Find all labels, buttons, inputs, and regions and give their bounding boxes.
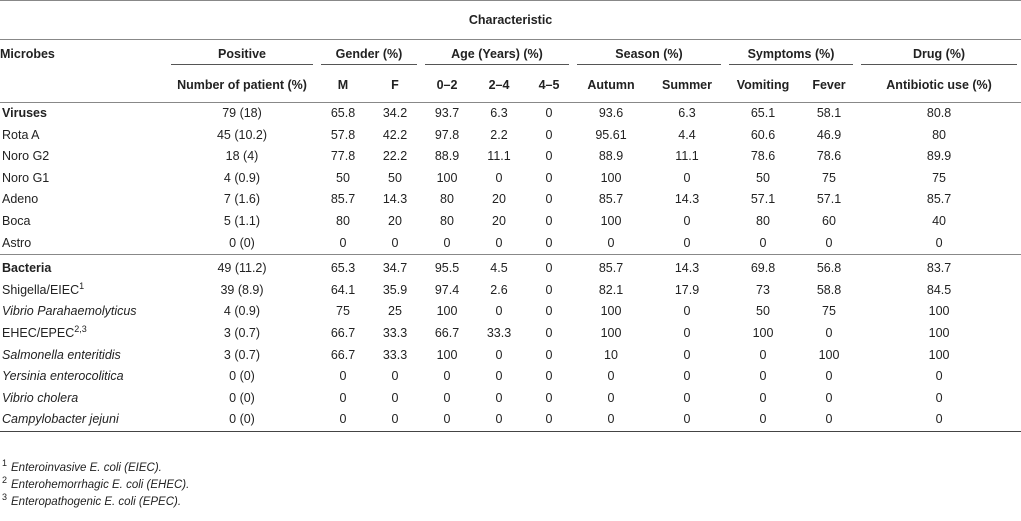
table-cell: 4.4 [678,127,696,142]
table-cell: 33.3 [382,325,408,340]
table-row [0,409,1021,431]
table-row [0,189,1021,211]
table-cell: 0 [495,369,503,384]
table-cell: 0 [495,347,503,362]
table-cell: 0 [391,390,399,405]
table-row [0,168,1021,190]
table-cell: 100 [752,325,774,340]
table-row [0,146,1021,168]
footnote: $^1$ Enteroinvasive E. coli (EIEC). [2,458,162,474]
subheader-cell: Autumn [573,69,649,103]
table-cell: 80 [440,192,454,207]
subheader-cell: Vomiting [725,69,801,103]
table-cell: 100 [436,347,458,362]
subheader-cell: Summer [649,69,725,103]
table-cell: 0 [495,170,503,185]
table-cell: 0 [683,325,691,340]
table-cell: 22.2 [382,149,408,164]
table-cell: 49 (11.2) [167,255,317,280]
table-cell: 0 (0) [229,235,255,250]
table-cell: 0 [545,325,553,340]
table-cell: 0 [759,390,767,405]
header-drug: Drug (%) [857,40,1021,70]
table-cell: 0 [545,127,553,142]
table-cell: 95.61 [595,127,627,142]
microbe-name: Noro G2 [2,149,50,164]
table-cell: 0 [443,390,451,405]
subheader-row [0,69,1021,103]
table-cell: 0 [683,213,691,228]
table-cell: 4.5 [473,255,525,280]
table-cell: 69.8 [725,255,801,280]
table-row [0,255,1021,280]
table-cell: 75 [822,170,836,185]
table-cell: 0 [545,282,553,297]
header-microbes: Microbes [0,40,167,70]
table-cell: 89.9 [926,149,952,164]
table-cell: 11.1 [675,149,699,164]
table-cell: 0 [525,409,573,431]
table-cell: 50 [388,170,402,185]
table-cell: 0 [545,304,553,319]
table-cell: 50 [756,170,770,185]
table-cell: 0 [607,390,615,405]
table-cell: 73 [756,282,770,297]
table-cell: 100 [928,325,950,340]
table-cell: 0 [683,390,691,405]
table-cell: 100 [600,213,622,228]
table-cell: 0 [825,369,833,384]
table-cell: 85.7 [330,192,356,207]
subheader-cell: Antibiotic use (%) [857,69,1021,103]
table-cell: 80 [336,213,350,228]
table-cell: 50 [756,304,770,319]
table-cell: 100 [928,347,950,362]
table-cell: 11.1 [487,149,511,164]
microbe-name: Boca [2,213,31,228]
table-cell: 0 [857,409,1021,431]
table-cell: 0 [443,235,451,250]
table-cell: 65.1 [750,106,776,120]
table-cell: 0 [473,409,525,431]
table-cell: 4 (0.9) [223,170,261,185]
table-cell: 0 [339,235,347,250]
table-cell: 65.3 [317,255,369,280]
table-cell: 0 [683,304,691,319]
table-cell: 0 [935,369,943,384]
table-cell: 57.1 [816,192,842,207]
microbe-name: Vibrio Parahaemolyticus [2,304,137,319]
table-cell: 66.7 [330,347,356,362]
table-cell: 97.4 [434,282,460,297]
table-cell: 0 [545,170,553,185]
table-cell: 14.3 [382,192,408,207]
microbe-name: Viruses [2,106,47,120]
microbe-name: Shigella/EIEC$^1$ [2,280,85,297]
table-cell: 84.5 [926,282,952,297]
table-cell: 57.8 [330,127,356,142]
table-cell: 85.7 [598,192,624,207]
table-cell: 17.9 [674,282,700,297]
table-cell: 34.2 [382,106,408,120]
table-cell: 65.8 [330,106,356,120]
table-cell: 66.7 [434,325,460,340]
table-cell: 0 [339,390,347,405]
table-cell: 2.6 [490,282,508,297]
table-cell: 0 [545,106,553,120]
table-cell: 0 [683,170,691,185]
microbe-name: Rota A [2,127,40,142]
table-cell: 0 [545,235,553,250]
table-cell: 95.5 [421,255,473,280]
table-cell: 34.7 [369,255,421,280]
subheader-cell: 0–2 [421,69,473,103]
table-cell: 80.8 [926,106,952,120]
table-cell: 3 (0.7) [223,347,261,362]
table-cell: 0 (0) [229,369,255,384]
table-cell: 0 [801,409,857,431]
table-cell: 58.1 [816,106,842,120]
table-cell: 88.9 [434,149,460,164]
microbe-name: Bacteria [0,255,167,280]
header-age: Age (Years) (%) [421,40,573,70]
subheader-cell: F [369,69,421,103]
table-cell: 85.7 [573,255,649,280]
table-row [0,211,1021,233]
table-body [0,103,1021,432]
table-cell: 78.6 [816,149,842,164]
table-cell: 78.6 [750,149,776,164]
table-cell: 46.9 [816,127,842,142]
table-cell: 18 (4) [225,149,259,164]
subheader-cell: Number of patient (%) [167,69,317,103]
table-cell: 0 [545,369,553,384]
header-positive: Positive [167,40,317,70]
table-cell: 14.3 [649,255,725,280]
table-cell: 0 [825,325,833,340]
header-symptoms: Symptoms (%) [725,40,857,70]
microbe-name: Adeno [2,192,39,207]
table-cell: 35.9 [382,282,408,297]
table-cell: 0 [935,390,943,405]
table-cell: 79 (18) [222,106,262,120]
table-row [0,323,1021,345]
table-cell: 100 [600,325,622,340]
table-cell: 25 [388,304,402,319]
table-cell: 0 [317,409,369,431]
table-row [0,125,1021,147]
table-cell: 0 [545,213,553,228]
footnote: $^3$ Enteropathogenic E. coli (EPEC). [2,492,182,508]
microbe-name: Noro G1 [2,170,50,185]
table-cell: 2.2 [490,127,508,142]
table-cell: 20 [388,213,402,228]
table-cell: 0 [725,409,801,431]
table-cell: 0 [545,149,553,164]
table-row [0,280,1021,302]
table-cell: 0 [683,347,691,362]
table-cell: 0 [525,255,573,280]
table-cell: 33.3 [382,347,408,362]
table-cell: 100 [928,304,950,319]
header-gender: Gender (%) [317,40,421,70]
table-cell: 40 [932,213,947,228]
table-cell: 6.3 [490,106,508,120]
table-cell: 60 [822,213,836,228]
table-cell: 80 [756,213,770,228]
table-cell: 0 [759,347,767,362]
table-cell: 58.8 [816,282,842,297]
table-cell: 5 (1.1) [223,213,261,228]
table-cell: 57.1 [750,192,776,207]
table-cell: 0 (0) [167,409,317,431]
table-cell: 0 [391,369,399,384]
microbe-name: Yersinia enterocolitica [2,369,124,384]
table-cell: 0 [607,235,615,250]
table-cell: 3 (0.7) [223,325,261,340]
table-cell: 0 [545,390,553,405]
table-cell: 0 [935,235,943,250]
table-row [0,233,1021,255]
table-cell: 6.3 [678,106,696,120]
table-cell: 39 (8.9) [220,282,264,297]
table-cell: 0 [573,409,649,431]
table-cell: 0 [369,409,421,431]
table-cell: 0 [545,347,553,362]
table-cell: 0 [825,390,833,405]
table-cell: 77.8 [330,149,356,164]
table-cell: 83.7 [857,255,1021,280]
table-title: Characteristic [0,1,1021,40]
table-cell: 42.2 [382,127,408,142]
table-cell: 4 (0.9) [223,304,261,319]
table-cell: 100 [600,170,622,185]
table-cell: 0 [759,235,767,250]
table-cell: 100 [818,347,840,362]
table-cell: 0 [495,235,503,250]
microbe-name: Astro [2,235,32,250]
table-cell: 20 [492,192,506,207]
table-cell: 0 [443,369,451,384]
subheader-cell: Fever [801,69,857,103]
table-cell: 88.9 [598,149,624,164]
table-row [0,301,1021,323]
footnote-ref: 2,3 [74,323,87,334]
table-cell: 66.7 [330,325,356,340]
table-cell: 0 [825,235,833,250]
table-row [0,388,1021,410]
footnotes [2,460,189,511]
table-cell: 75 [336,304,350,319]
table-cell: 0 [495,390,503,405]
table-cell: 0 [607,369,615,384]
table-cell: 82.1 [598,282,624,297]
footnote-ref: 1 [79,280,85,291]
table-cell: 20 [492,213,506,228]
table-cell: 33.3 [486,325,512,340]
table-cell: 0 [683,235,691,250]
table-cell: 64.1 [330,282,356,297]
table-cell: 100 [436,304,458,319]
table-cell: 50 [336,170,350,185]
table-cell: 93.6 [598,106,624,120]
table-cell: 97.8 [434,127,460,142]
table-cell: 0 [421,409,473,431]
table-cell: 60.6 [750,127,776,142]
subheader-cell: 4–5 [525,69,573,103]
table-cell: 100 [600,304,622,319]
footnote: $^2$ Enterohemorrhagic E. coli (EHEC). [2,475,190,491]
table-cell: 0 [545,192,553,207]
table-cell: 0 [391,235,399,250]
table-cell: 0 (0) [229,390,255,405]
table-cell: 56.8 [801,255,857,280]
table-cell: 0 [339,369,347,384]
subheader-cell: 2–4 [473,69,525,103]
table-row [0,345,1021,367]
table-cell: 45 (10.2) [216,127,268,142]
table-cell: 0 [683,369,691,384]
table-cell: 75 [822,304,836,319]
table-cell: 14.3 [674,192,700,207]
table-cell: 0 [495,304,503,319]
header-season: Season (%) [573,40,725,70]
table-cell: 93.7 [434,106,460,120]
table-cell: 75 [932,170,947,185]
table-cell: 7 (1.6) [223,192,261,207]
microbe-name: Salmonella enteritidis [2,347,121,362]
table-row [0,103,1021,125]
microbe-name: Vibrio cholera [2,390,79,405]
table-cell: 100 [436,170,458,185]
microbe-name: EHEC/EPEC$^{2,3}$ [2,323,87,340]
table-cell: 0 [649,409,725,431]
table-cell: 10 [604,347,618,362]
table-cell: 80 [932,127,947,142]
table-cell: 80 [440,213,454,228]
table-cell: 0 [759,369,767,384]
table-row [0,366,1021,388]
microbe-name: Campylobacter jejuni [0,409,167,431]
subheader-cell: M [317,69,369,103]
table-cell: 85.7 [926,192,952,207]
